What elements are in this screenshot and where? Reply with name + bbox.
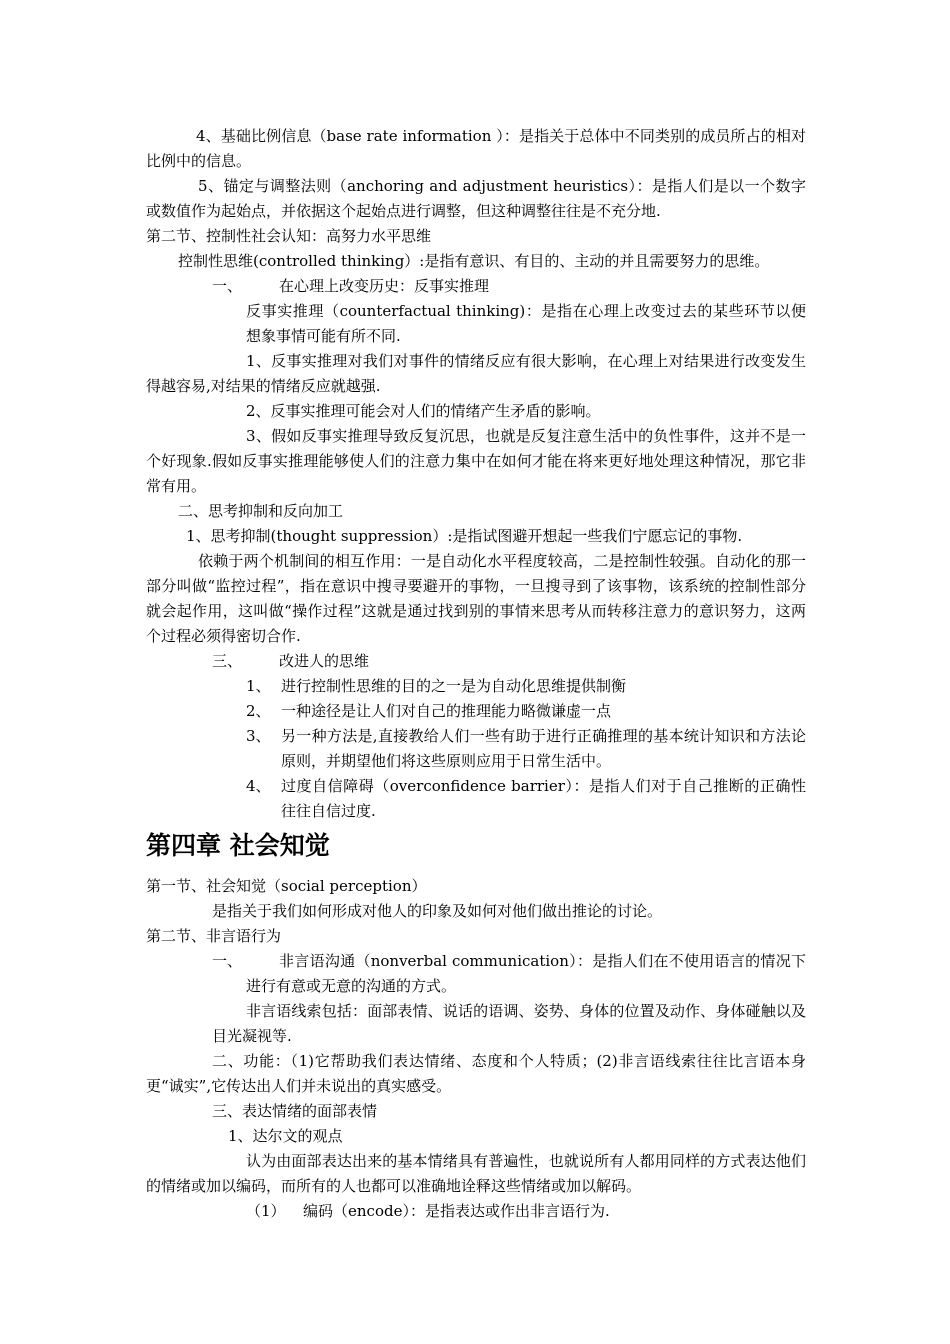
list-item-number: 4、 [246, 777, 271, 795]
subsection-text: 非言语沟通（nonverbal communication）：是指人们在不使用语言的情况下进行有意或无意的沟通的方式。 [246, 952, 806, 995]
subsection-number: 三、 [212, 652, 243, 670]
paragraph-thought-suppression: 1、思考抑制(thought suppression）:是指试图避开想起一些我们宁愿忘记的事物. [186, 527, 743, 545]
subsection-title: 在心理上改变历史：反事实推理 [279, 277, 490, 295]
chapter-title: 第四章 社会知觉 [146, 831, 330, 860]
list-item [246, 674, 806, 699]
subsection-facial-expressions: 三、表达情绪的面部表情 [212, 1102, 378, 1120]
subsection-title: 改进人的思维 [279, 652, 370, 670]
list-item-number: 1、 [246, 677, 271, 695]
list-item-number: （1） [246, 1202, 286, 1220]
list-item [246, 724, 806, 774]
list-item-text: 另一种方法是,直接教给人们一些有助于进行正确推理的基本统计知识和方法论原则，并期望他们将这些原则应用于日常生活中。 [281, 727, 806, 770]
paragraph-anchoring: 5、锚定与调整法则（anchoring and adjustment heuristics）：是指人们是以一个数字或数值作为起始点，并依据这个起始点进行调整，但这种调整往往是不充分地. [146, 177, 806, 220]
list-item-text: 编码（encode）：是指表达或作出非言语行为. [303, 1202, 610, 1220]
subsection-darwin: 1、达尔文的观点 [228, 1127, 343, 1145]
section-heading-nonverbal: 第二节、非言语行为 [146, 927, 282, 945]
paragraph-counterfactual-1: 1、反事实推理对我们对事件的情绪反应有很大影响，在心理上对结果进行改变发生得越容易,对结果的情绪反应就越强. [146, 352, 806, 395]
paragraph-counterfactual-definition: 反事实推理（counterfactual thinking)：是指在心理上改变过去的某些环节以便想象事情可能有所不同. [246, 302, 806, 345]
paragraph-functions: 二、功能：（1)它帮助我们表达情绪、态度和个人特质；(2)非言语线索往往比言语本身更“诚实”,它传达出人们并未说出的真实感受。 [146, 1052, 806, 1095]
paragraph-counterfactual-3: 3、假如反事实推理导致反复沉思，也就是反复注意生活中的负性事件，这并不是一个好现象.假如反事实推理能够使人们的注意力集中在如何才能在将来更好地处理这种情况，那它非常有用。 [146, 427, 806, 495]
paragraph-nonverbal-cues: 非言语线索包括：面部表情、说话的语调、姿势、身体的位置及动作、身体碰触以及目光凝视等. [212, 1002, 806, 1045]
list-item [246, 774, 806, 824]
list-item-text: 一种途径是让人们对自己的推理能力略微谦虚一点 [281, 702, 612, 720]
paragraph-two-mechanisms: 依赖于两个机制间的相互作用：一是自动化水平程度较高，二是控制性较强。自动化的那一部分叫做“监控过程”，指在意识中搜寻要避开的事物，一旦搜寻到了该事物，该系统的控制性部分就会起作用，这叫做“操作过程”这就是通过找到别的事情来思考从而转移注意力的意识努力，这两个过程必须得密切合作. [146, 552, 806, 645]
paragraph-base-rate: 4、基础比例信息（base rate information ）：是指关于总体中不同类别的成员所占的相对比例中的信息。 [146, 127, 806, 170]
list-item [246, 699, 806, 724]
list-item-text: 进行控制性思维的目的之一是为自动化思维提供制衡 [281, 677, 627, 695]
list-item-number: 3、 [246, 727, 271, 745]
subsection-thought-suppression: 二、思考抑制和反向加工 [178, 502, 344, 520]
paragraph-darwin-view: 认为由面部表达出来的基本情绪具有普遍性，也就说所有人都用同样的方式表达他们的情绪或加以编码，而所有的人也都可以准确地诠释这些情绪或加以解码。 [146, 1152, 806, 1195]
section-heading-social-perception: 第一节、社会知觉（social perception） [146, 877, 427, 895]
paragraph-counterfactual-2: 2、反事实推理可能会对人们的情绪产生矛盾的影响。 [246, 402, 601, 420]
section-heading-controlled-cognition: 第二节、控制性社会认知：高努力水平思维 [146, 227, 432, 245]
paragraph-controlled-thinking: 控制性思维(controlled thinking）:是指有意识、有目的、主动的并且需要努力的思维。 [178, 252, 770, 270]
paragraph-social-perception-definition: 是指关于我们如何形成对他人的印象及如何对他们做出推论的讨论。 [212, 902, 663, 920]
subsection-number: 一、 [212, 952, 243, 970]
list-item-text: 过度自信障碍（overconfidence barrier）：是指人们对于自己推断的正确性往往自信过度. [281, 777, 806, 820]
subsection-number: 一、 [212, 277, 243, 295]
subsection-nonverbal-communication [212, 949, 806, 999]
list-item-number: 2、 [246, 702, 271, 720]
list-item-encode [246, 1199, 806, 1224]
